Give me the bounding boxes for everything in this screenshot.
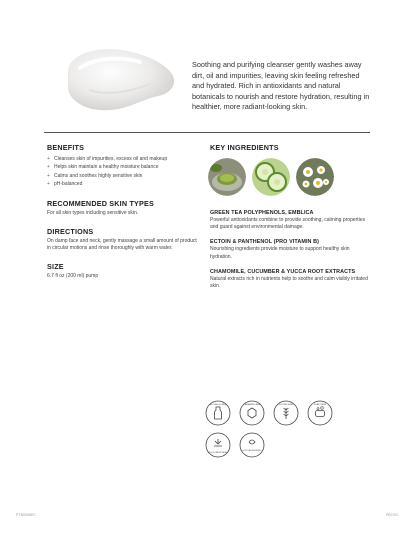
benefits-section [47, 143, 197, 189]
paraben-free-icon [239, 400, 265, 426]
size-text: 6.7 fl oz (200 ml) pump [47, 273, 99, 280]
list-item: + pH-balanced [47, 180, 197, 188]
ingredient-description: Nourishing ingredients provide moisture to support healthy skin hydration. [210, 246, 350, 260]
ingredient-title: CHAMOMILE, CUCUMBER & YUCCA ROOT EXTRACTS [210, 268, 356, 275]
ingredient-item [210, 239, 370, 260]
ingredient-item [210, 269, 370, 290]
skin-types-text: For all skin types including sensitive skin. [47, 209, 139, 216]
hypoallergenic-icon [239, 432, 265, 458]
ingredient-images [208, 158, 370, 196]
list-item: + Helps skin maintain a healthy moisture balance [47, 163, 197, 171]
badge-label: NON COMEDOGENIC [207, 452, 229, 454]
green-tea-image [208, 158, 246, 196]
badge-label: SOAP FREE [313, 404, 327, 407]
ingredient-item [210, 210, 370, 231]
list-item: + Cleanses skin of impurities, excess oil and makeup [47, 155, 197, 163]
size-heading: SIZE [47, 262, 64, 272]
directions-heading: DIRECTIONS [47, 226, 94, 236]
list-item: + Calms and soothes highly sensitive skin [47, 172, 197, 180]
ingredient-title: GREEN TEA POLYPHENOLS, EMBLICA [210, 210, 314, 216]
free-from-badges [205, 400, 345, 464]
ingredient-title: ECTOIN & PANTHENOL (PRO VITAMIN B) [210, 239, 320, 246]
directions-text: On damp face and neck, gently massage a small amount of product in circular motions and rinse thoroughly with warm water. [47, 237, 197, 252]
key-ingredients-heading: KEY INGREDIENTS [210, 143, 279, 152]
product-swatch-image [60, 40, 180, 118]
skin-types-heading: RECOMMENDED SKIN TYPES [47, 198, 155, 208]
footer-code: PTB0006EC [16, 513, 36, 517]
badge-label: ALCOHOL FREE [209, 404, 227, 407]
section-divider [44, 132, 370, 133]
left-column [47, 143, 197, 290]
skin-types-section [47, 199, 197, 217]
non-comedogenic-icon [205, 432, 231, 458]
badge-label: HYPO ALLERGENIC [242, 450, 262, 452]
gluten-free-icon [273, 400, 299, 426]
product-description: Soothing and purifying cleanser gently washes away dirt, oil and impurities, leaving skin feeling refreshed and hydrated. Rich in antioxidants and natural botanicals to nourish and restore hydration, resulting in healthier, more radiant-looking skin. [192, 60, 370, 112]
badge-label: PARABEN FREE [243, 404, 261, 407]
ingredients-list [210, 210, 370, 290]
cucumber-image [252, 158, 290, 196]
badge-label: GLUTEN FREE [278, 404, 294, 407]
alcohol-free-icon [205, 400, 231, 426]
size-section [47, 262, 197, 280]
chamomile-image [296, 158, 334, 196]
footer-version: PB7/23 [386, 513, 398, 517]
benefits-heading: BENEFITS [47, 143, 85, 152]
directions-section [47, 227, 197, 252]
soap-free-icon [307, 400, 333, 426]
right-column [210, 143, 370, 290]
ingredient-description: Powerful antioxidants combine to provide soothing, calming properties and guard against environmental damage. [210, 217, 366, 231]
ingredient-description: Natural extracts rich in nutrients help to soothe and calm visibly irritated skin. [210, 275, 368, 290]
benefits-list [47, 155, 197, 189]
